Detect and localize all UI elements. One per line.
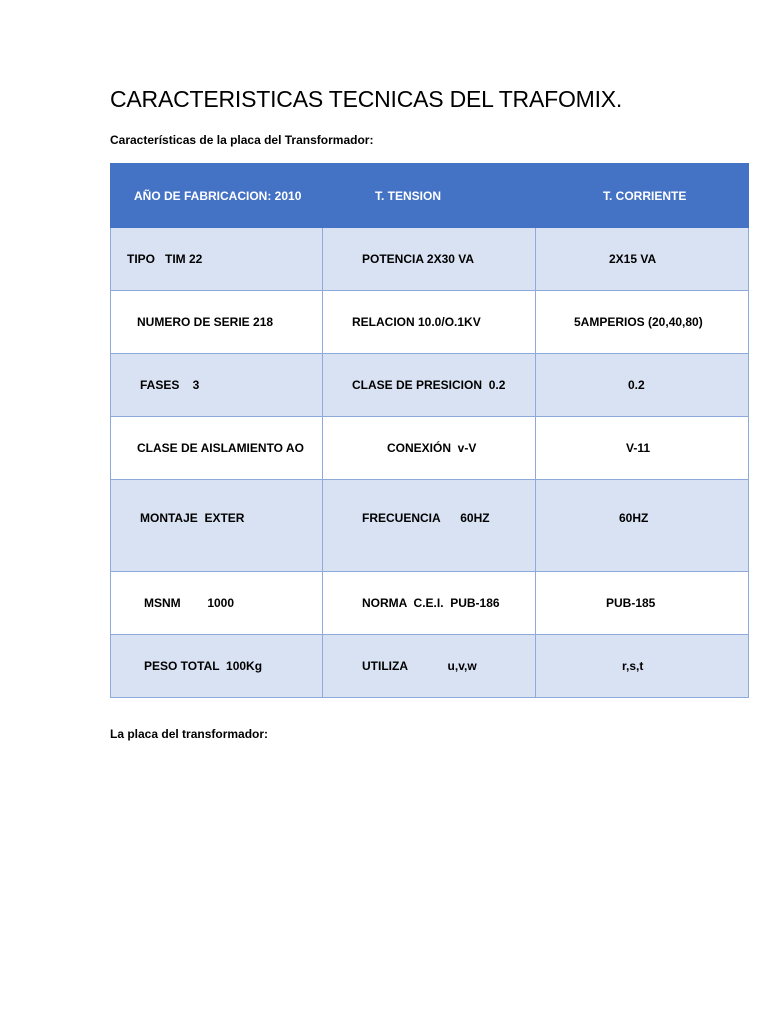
cell-numero-serie: NUMERO DE SERIE 218	[111, 291, 323, 354]
cell-fases: FASES 3	[111, 354, 323, 417]
cell-tipo: TIPO TIM 22	[111, 228, 323, 291]
table-row	[111, 480, 749, 572]
cell-montaje: MONTAJE EXTER	[111, 480, 323, 572]
table-caption: Características de la placa del Transformador:	[110, 133, 374, 147]
cell-utiliza-corriente: r,s,t	[536, 635, 749, 698]
cell-clase-presicion: CLASE DE PRESICION 0.2	[323, 354, 536, 417]
plate-note: La placa del transformador:	[110, 727, 269, 741]
cell-utiliza: UTILIZA u,v,w	[323, 635, 536, 698]
table-row	[111, 635, 749, 698]
table-row	[111, 417, 749, 480]
cell-peso: PESO TOTAL 100Kg	[111, 635, 323, 698]
table-row	[111, 228, 749, 291]
cell-corriente-potencia: 2X15 VA	[536, 228, 749, 291]
cell-norma: NORMA C.E.I. PUB-186	[323, 572, 536, 635]
table-row	[111, 354, 749, 417]
cell-amperios: 5AMPERIOS (20,40,80)	[536, 291, 749, 354]
cell-aislamiento: CLASE DE AISLAMIENTO AO	[111, 417, 323, 480]
cell-norma-corriente: PUB-185	[536, 572, 749, 635]
document-title: CARACTERISTICAS TECNICAS DEL TRAFOMIX.	[110, 86, 623, 112]
cell-frecuencia-corriente: 60HZ	[536, 480, 749, 572]
cell-conexion: CONEXIÓN v-V	[323, 417, 536, 480]
cell-presicion-corriente: 0.2	[536, 354, 749, 417]
header-cell-tension: T. TENSION	[323, 164, 536, 228]
cell-conexion-corriente: V-11	[536, 417, 749, 480]
header-cell-current: T. CORRIENTE	[536, 164, 749, 228]
cell-msnm: MSNM 1000	[111, 572, 323, 635]
cell-relacion: RELACION 10.0/O.1KV	[323, 291, 536, 354]
cell-frecuencia: FRECUENCIA 60HZ	[323, 480, 536, 572]
specs-table	[110, 163, 749, 698]
cell-potencia: POTENCIA 2X30 VA	[323, 228, 536, 291]
table-row	[111, 572, 749, 635]
table-row	[111, 291, 749, 354]
table-header-row	[111, 164, 749, 228]
header-cell-year: AÑO DE FABRICACION: 2010	[111, 164, 323, 228]
